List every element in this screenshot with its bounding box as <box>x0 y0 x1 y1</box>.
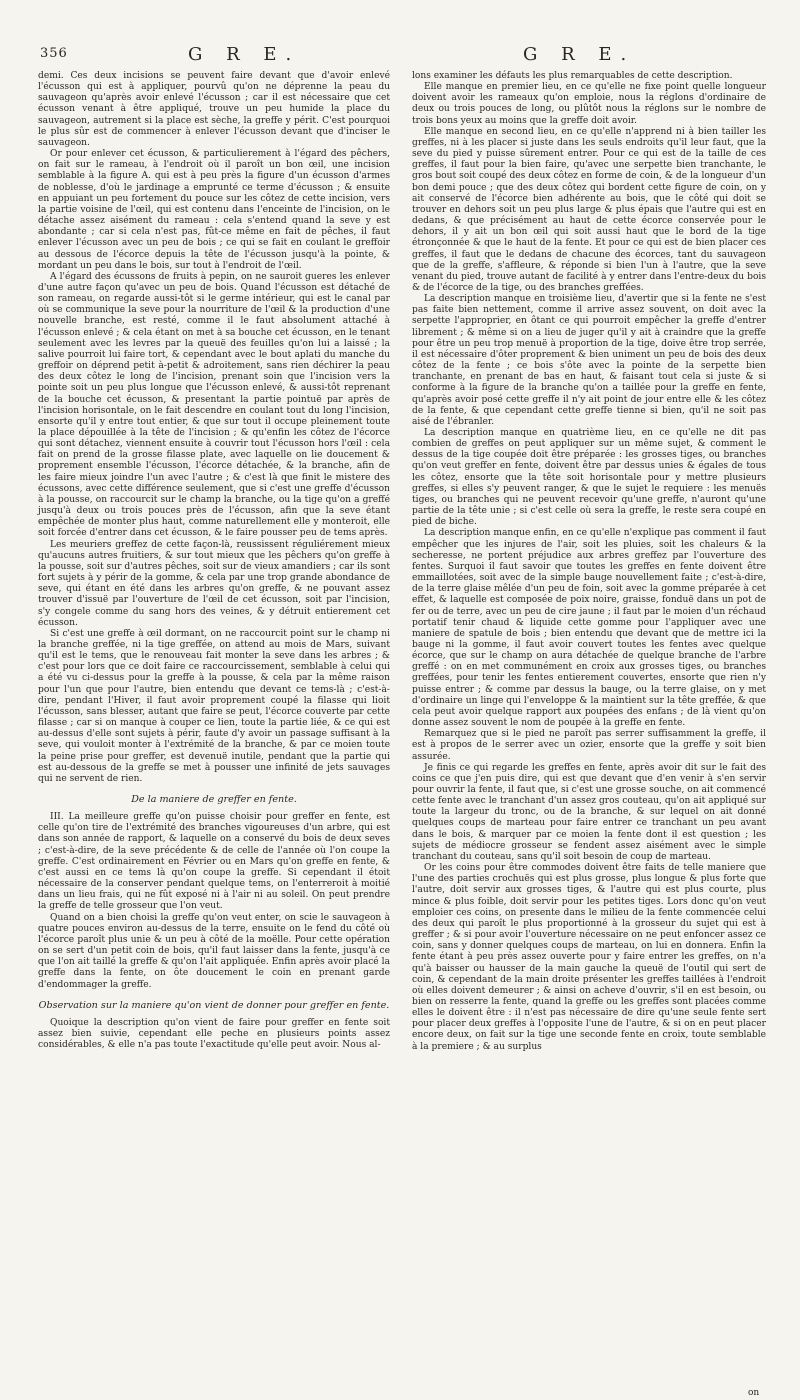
paragraph: Les meuriers greffez de cette façon-là, reussissent réguliérement mieux qu'aucuns autres fruitiers, & sur tout mieux que les pêchers qu'on greffe à la pousse, soit sur d'autres pêches, soit sur de vieux amandiers ; car ils sont fort sujets à y périr de la gomme, & cela par une trop grande abondance de seve, qui étant en été dans les arbres qu'on greffe, & ne pouvant assez trouver d'issuë par l'ouverture de l'œil de cet écusson, soit par l'incision, s'y congele comme du sang hors des veines, & y détruit entierement cet écusson. <box>38 539 390 628</box>
paragraph: Je finis ce qui regarde les greffes en fente, après avoir dit sur le fait des coins ce que j'en puis dire, qui est que devant que d'en venir à s'en servir pour ouvrir la fente, il faut que, si c'est une grosse souche, on ait commencé cette fente avec le tranchant d'un assez gros couteau, qu'on ait appliqué sur toute la largeur du tronc, ou de la branche, & sur lequel on ait donné quelques coups de marteau pour faire entrer ce tranchant un peu avant dans le bois, & marquer par ce moien la fente dont il est question ; les sujets de médiocre grosseur se fendent assez aisément avec le simple tranchant du couteau, sans qu'il soit besoin de coup de marteau. <box>412 762 766 862</box>
paragraph: Elle manque en premier lieu, en ce qu'elle ne fixe point quelle longueur doivent avoir les rameaux qu'on emploie, nous la réglons d'ordinaire de deux ou trois pouces de long, ou plûtôt nous la réglons sur le nombre de trois bons yeux au moins que la greffe doit avoir. <box>412 82 766 126</box>
paragraph: La description manque enfin, en ce qu'elle n'explique pas comment il faut empêcher que les injures de l'air, soit les pluies, soit les chaleurs & la secheresse, ne portent préjudice aux arbres greffez par l'ouverture des fentes. Surquoi il faut savoir que toutes les greffes en fente doivent être emmaillotées, soit avec de la simple bauge nouvellement faite ; c'est-à-dire, de la terre glaise mêlée d'un peu de foin, soit avec la gomme préparée à cet effet, & laquelle est composée de poix noire, graisse, fonduë dans un pot de fer ou de terre, avec un peu de cire jaune ; il faut par le moien d'un réchaud portatif tenir chaud & liquide cette gomme pour l'appliquer avec une maniere de spatule de bois ; bien entendu que devant que de mettre ici la bauge ni la gomme, il faut avoir couvert toutes les fentes avec quelque écorce, que sur le champ on aura détachée de quelque branche de l'arbre greffé : on en met communément en croix aux grosses tiges, ou branches greffées, pour tenir les fentes entierement couvertes, ensorte que rien n'y puisse entrer ; & comme par dessus la bauge, ou la terre glaise, on y met d'ordinaire un linge qui l'enveloppe & la maintient sur la tête greffée, & que cela peut avoir quelque rapport aux poupées des enfans ; de là vient qu'on donne assez souvent le nom de poupée à la greffe en fente. <box>412 528 766 729</box>
section-heading: De la maniere de greffer en fente. <box>131 794 297 805</box>
paragraph: Quoique la description qu'on vient de faire pour greffer en fente soit assez bien suivie, cependant elle peche en plusieurs points assez considérables, & elle n'a pas toute l'exactitude qu'elle peut avoir. Nous al- <box>38 1017 390 1051</box>
paragraph: La description manque en troisième lieu, d'avertir que si la fente ne s'est pas faite bien nettement, comme il arrive assez souvent, on doit avec la serpette l'approprier, en ôtant ce qui pourroit empêcher la greffe d'entrer librement ; & même si on a lieu de juger qu'il y ait à craindre que la greffe pour être un peu trop menuë à proportion de la tige, doive être trop serrée, il est nécessaire d'ôter proprement & bien uniment un peu de bois des deux côtez de la fente ; ce bois s'ôte avec la pointe de la serpette bien tranchante, en prenant de bas en haut, & faisant tout cela si juste & si conforme à la figure de la branche qu'on a taillée pour la greffe en fente, qu'après avoir posé cette greffe il n'y ait point de jour entre elle & les côtez de la fente, & que cependant cette greffe tienne si bien, qu'il ne soit pas aisé de l'ébranler. <box>412 294 766 427</box>
paragraph: demi. Ces deux incisions se peuvent faire devant que d'avoir enlevé l'écusson qui est à appliquer, pourvû qu'on ne déprenne la peau du sauvageon qu'après avoir enlevé l'écusson ; car il est nécessaire que cet écusson venant à être appliqué, trouve un peu humide la place du sauvageon, autrement si la place est sèche, la greffe y périt. C'est pourquoi le plus sûr est de commencer à enlever l'écusson devant que d'inciser le sauvageon. <box>38 71 390 148</box>
paragraph: A l'égard des écussons de fruits à pepin, on ne sauroit gueres les enlever d'une autre façon qu'avec un peu de bois. Quand l'écusson est détaché de son rameau, on regarde aussi-tôt si le germe intérieur, qui est le canal par où se communique la seve pour la nourriture de l'œil & la production d'une nouvelle branche, est resté, comme il le faut absolument attaché à l'écusson enlevé ; & cela étant on met à sa bouche cet écusson, en le tenant seulement avec les levres par la queuë des feuilles qu'on lui a laissé ; la salive pourroit lui faire tort, & cependant avec le bout aplati du manche du greffoir on déprend petit à-petit & adroitement, sans rien déchirer la peau des deux côtez le long de l'incision, prenant soin que l'incision vers la pointe soit un peu plus longue que l'écusson enlevé, & aussi-tôt reprenant de la bouche cet écusson, & presentant la partie pointuë par après de l'incision horisontale, on le fait descendre en coulant tout du long l'incision, ensorte qu'il y entre tout entier, & que sur tout il occupe pleinement toute la place dépouillée à la tête de l'incision ; & qu'enfin les côtez de l'écorce qui sont détachez, viennent ensuite à couvrir tout l'écusson hors l'œil : cela fait on prend de la grosse filasse plate, avec laquelle on lie doucement & proprement ensemble l'écusson, l'écorce détachée, & la branche, afin de les faire mieux joindre l'un avec l'autre ; & c'est là que finit le mistere des écussons, avec cette différence seulement, que si c'est une greffe d'écusson à la pousse, on raccourcit sur le champ la branche, ou la tige qu'on a greffé jusqu'à deux ou trois pouces près de l'écusson, afin que la seve étant empêchée de monter plus haut, comme naturellement elle y monteroit, elle soit forcée d'entrer dans cet écusson, & le faire pousser peu de tems après. <box>38 271 390 539</box>
paragraph: Si c'est une greffe à œil dormant, on ne raccourcit point sur le champ ni la branche greffée, ni la tige greffée, on attend au mois de Mars, suivant qu'il est le tems, que le renouveau fait monter la seve dans les arbres ; & c'est pour lors que ce doit faire ce raccourcissement, semblable à celui qui a été vu ci-dessus pour la greffe à la pousse, & cela par la même raison pour l'un que pour l'autre, bien entendu que devant ce tems-là ; c'est-à-dire, pendant l'Hiver, il faut avoir proprement coupé la filasse qui lioit l'écusson, sans blesser, autant que faire se peut, l'écorce couverte par cette filasse ; car si on manque à couper ce lien, toute la partie liée, & ce qui est au-dessus d'elle sont sujets à périr, faute d'y avoir un passage suffisant à la seve, qui vouloit monter à l'extrémité de la branche, & par ce moien toute la peine prise pour greffer, est devenuë inutile, pendant que la partie qui est au-dessous de la greffe se met à pousser une infinité de jets sauvages qui ne servent de rien. <box>38 628 390 784</box>
paragraph: Quand on a bien choisi la greffe qu'on veut enter, on scie le sauvageon à quatre pouces environ au-dessus de la terre, ensuite on le fend du côté où l'écorce paroît plus unie & un peu à côté de la moëlle. Pour cette opération on se sert d'un petit coin de bois, qu'il faut laisser dans la fente, jusqu'à ce que l'on ait taillé la greffe & qu'on l'ait appliquée. Enfin après avoir placé la greffe dans la fente, on ôte doucement le coin en prenant garde d'endommager la greffe. <box>38 912 390 990</box>
right-text-column <box>412 71 766 1053</box>
running-head-left: G R E. <box>188 44 301 65</box>
paragraph: Remarquez que si le pied ne paroît pas serrer suffisamment la greffe, il est à propos de le serrer avec un ozier, ensorte que la greffe y soit bien assurée. <box>412 729 766 762</box>
paragraph: III. La meilleure greffe qu'on puisse choisir pour greffer en fente, est celle qu'on tire de l'extrémité des branches vigoureuses d'un arbre, qui est dans son année de rapport, & laquelle on a conservé du bois de deux seves ; c'est-à-dire, de la seve précédente & de celle de l'année où l'on coupe la greffe. C'est ordinairement en Février ou en Mars qu'on greffe en fente, & c'est aussi en ce tems là qu'on coupe la greffe. Si cependant il étoit nécessaire de la conserver pendant quelque tems, on l'enterreroit à moitié dans un lieu frais, qui ne fût exposé ni à l'air ni au soleil. On peut prendre la greffe de telle grosseur que l'on veut. <box>38 812 390 912</box>
paragraph: Or pour enlever cet écusson, & particulierement à l'égard des pêchers, on fait sur le rameau, à l'endroit où il paroît un bon œil, une incision semblable à la figure A. qui est à peu près la figure d'un écusson d'armes de noblesse, d'où le jardinage a emprunté ce terme d'écusson ; & ensuite en appuiant un peu fortement du pouce sur les côtez de cette incision, vers la partie voisine de l'œil, qui est contenu dans l'enceinte de l'incision, on le détache assez aisément du rameau : cela s'entend quand la seve y est abondante ; car si cela n'est pas, fût-ce même en fait de pêches, il faut enlever l'écusson avec un peu de bois ; ce qui se fait en coulant le greffoir au dessous de l'écorce depuis la tête de l'écusson jusqu'à la pointe, & mordant un peu dans le bois, sur tout à l'endroit de l'œil. <box>38 149 390 271</box>
paragraph: Elle manque en second lieu, en ce qu'elle n'apprend ni à bien tailler les greffes, ni à les placer si juste dans les seuls endroits qu'il leur faut, que la seve du pied y puisse sûrement entrer. Pour ce qui est de la taille de ces greffes, il faut pour la bien faire, qu'avec une serpette bien tranchante, le gros bout soit coupé des deux côtez en forme de coin, & de la longueur d'un bon demi pouce ; que des deux côtez qui bordent cette figure de coin, on y ait conservé de l'écorce bien adhérente au bois, que le côté qui doit se trouver en dehors soit un peu plus large & plus épais que l'autre qui est en dedans, & que précisément au haut de cette écorce conservée pour le dehors, il y ait un bon œil qui soit aussi haut que le bord de la tige étronçonnée & que le haut de la fente. Et pour ce qui est de bien placer ces greffes, il faut que le dedans de chacune des écorces, tant du sauvageon que de la greffe, s'affleure, & réponde si bien l'un à l'autre, que la seve venant du pied, trouve autant de facilité à y entrer dans l'entre-deux du bois & de l'écorce de la tige, ou des branches greffées. <box>412 126 766 293</box>
section-heading: Observation sur la maniere qu'on vient de donner pour greffer en fente. <box>38 999 390 1011</box>
paragraph: La description manque en quatrième lieu, en ce qu'elle ne dit pas combien de greffes on peut appliquer sur un même sujet, & comment le dessus de la tige coupée doit être préparée : les grosses tiges, ou branches qu'on veut greffer en fente, doivent être par dessus unies & égales de tous les côtez, ensorte que la tête soit horisontale pour y mettre plusieurs greffes, si elles s'y peuvent ranger, & que le sujet le requiere : les menuës tiges, ou branches qui ne peuvent recevoir qu'une greffe, n'auront qu'une partie de la tête unie ; si c'est celle où sera la greffe, le reste sera coupé en pied de biche. <box>412 428 766 528</box>
paragraph: lons examiner les défauts les plus remarquables de cette description. <box>412 71 733 81</box>
page-number: 356 <box>40 46 68 61</box>
paragraph: Or les coins pour être commodes doivent être faits de telle maniere que l'une des parties crochuës qui est plus grosse, plus longue & plus forte que l'autre, doit servir aux grosses tiges, & l'autre qui est plus courte, plus mince & plus foible, doit servir pour les petites tiges. Lors donc qu'on veut emploier ces coins, on presente dans le milieu de la fente commencée celui des deux qui paroît le plus proportionné à la grosseur du sujet qui est à greffer ; & si pour avoir l'ouverture nécessaire on ne peut enfoncer assez ce coin, sans y donner quelques coups de marteau, on lui en donnera. Enfin la fente étant à peu près assez ouverte pour y faire entrer les greffes, on n'a qu'à baisser ou hausser de la main gauche la queuë de l'outil qui sert de coin, & cependant de la main droite présenter les greffes taillées à l'endroit où elles doivent demeurer ; & ainsi on acheve d'ouvrir, s'il en est besoin, ou bien on resserre la fente, quand la greffe ou les greffes sont placées comme elles le doivent être : il n'est pas nécessaire de dire qu'une seule fente sert pour placer deux greffes à l'opposite l'une de l'autre, & si on en peut placer encore deux, on fait sur la tige une seconde fente en croix, toute semblable à la premiere ; & au surplus <box>412 863 766 1052</box>
running-head-right: G R E. <box>523 44 636 65</box>
left-text-column <box>38 71 390 1051</box>
catchword: on <box>748 1388 760 1398</box>
